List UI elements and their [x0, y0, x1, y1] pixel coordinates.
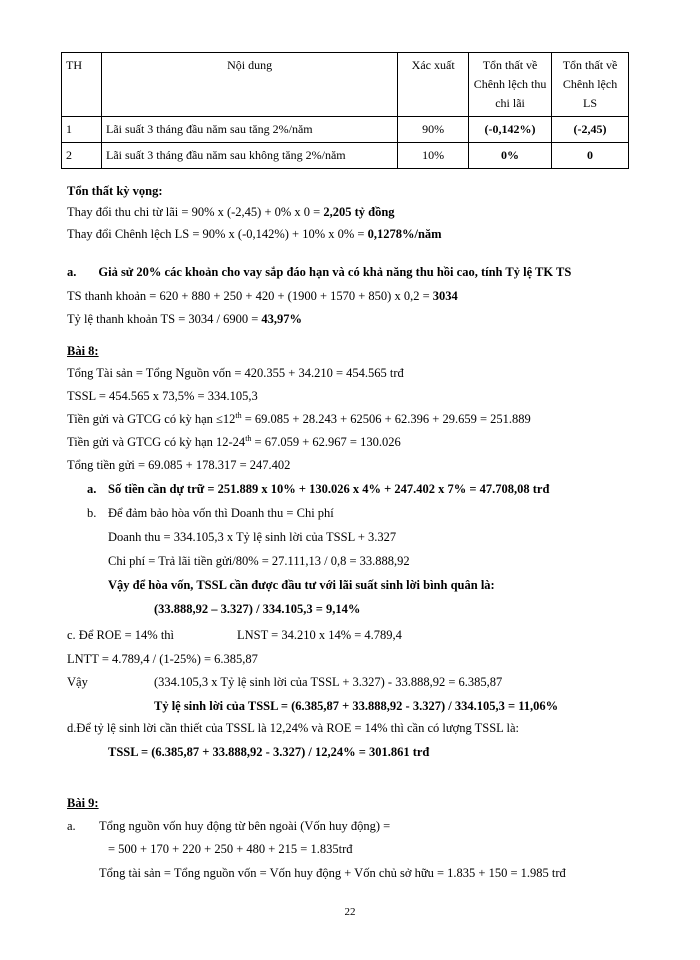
expected-title: Tổn thất kỳ vọng: — [67, 184, 163, 198]
row1-loss-ls: (-2,45) — [552, 117, 629, 143]
table-row — [62, 117, 629, 143]
table-header-row — [62, 53, 629, 117]
parta-heading: a. Giả sử 20% các khoản cho vay sắp đáo hạn và có khả năng thu hồi cao, tính Tỷ lệ TK TS — [67, 265, 572, 279]
header-loss-interest: Tổn thất về Chênh lệch thu chi lãi — [469, 53, 552, 117]
bai8-c-line-3-label: Vậy — [67, 675, 88, 689]
bai8-line-3: Tiền gửi và GTCG có kỳ hạn ≤12th = 69.085 + 28.243 + 62506 + 62.396 + 29.659 = 251.889 — [67, 410, 531, 426]
row2-loss-ls: 0 — [552, 143, 629, 169]
bai8-b-line-3: Vậy để hòa vốn, TSSL cần được đầu tư với lãi suất sinh lời bình quân là: — [108, 578, 495, 592]
header-th: TH — [62, 53, 102, 117]
bai9-a-line-3: Tổng tài sản = Tổng nguồn vốn = Vốn huy động + Vốn chủ sở hữu = 1.835 + 150 = 1.985 trđ — [99, 866, 566, 880]
bai9-a-line-2: = 500 + 170 + 220 + 250 + 480 + 215 = 1.835trđ — [108, 842, 353, 856]
bai8-c-line-4: Tỷ lệ sinh lời của TSSL = (6.385,87 + 33.888,92 - 3.327) / 334.105,3 = 11,06% — [154, 699, 559, 713]
bai8-a-text: Số tiền cần dự trữ = 251.889 x 10% + 130.026 x 4% + 247.402 x 7% = 47.708,08 trđ — [108, 482, 550, 496]
header-probability: Xác xuất — [398, 53, 469, 117]
table-row — [62, 143, 629, 169]
row1-content: Lãi suất 3 tháng đầu năm sau tăng 2%/năm — [101, 117, 397, 143]
parta-line-2: Tỷ lệ thanh khoản TS = 3034 / 6900 = 43,97% — [67, 312, 303, 326]
parta-line-1: TS thanh khoản = 620 + 880 + 250 + 420 + (1900 + 1570 + 850) x 0,2 = 3034 — [67, 289, 458, 303]
bai8-line-5: Tổng tiền gửi = 69.085 + 178.317 = 247.402 — [67, 458, 291, 472]
header-loss-ls: Tổn thất về Chênh lệch LS — [552, 53, 629, 117]
bai9-title: Bài 9: — [67, 796, 99, 810]
expected-line-2: Thay đổi Chênh lệch LS = 90% x (-0,142%) + 10% x 0% = 0,1278%/năm — [67, 227, 442, 241]
row2-loss-interest: 0% — [469, 143, 552, 169]
page-number: 22 — [344, 906, 356, 918]
bai8-line-1: Tổng Tài sản = Tổng Nguồn vốn = 420.355 + 34.210 = 454.565 trđ — [67, 366, 404, 380]
row1-prob: 90% — [398, 117, 469, 143]
bai8-a-label: a. — [87, 482, 97, 496]
bai8-c-line-3: (334.105,3 x Tỷ lệ sinh lời của TSSL + 3.327) - 33.888,92 = 6.385,87 — [154, 675, 503, 689]
row1-th: 1 — [62, 117, 102, 143]
bai8-b-line-4: (33.888,92 – 3.327) / 334.105,3 = 9,14% — [154, 602, 361, 616]
row2-th: 2 — [62, 143, 102, 169]
bai9-a-label: a. — [67, 819, 76, 833]
row2-prob: 10% — [398, 143, 469, 169]
bai8-line-2: TSSL = 454.565 x 73,5% = 334.105,3 — [67, 389, 258, 403]
bai8-d-line-2: TSSL = (6.385,87 + 33.888,92 - 3.327) / 12,24% = 301.861 trđ — [108, 745, 430, 759]
bai8-b-text: Để đảm bảo hòa vốn thì Doanh thu = Chi phí — [108, 506, 334, 520]
bai8-b-line-2: Chi phí = Trả lãi tiền gửi/80% = 27.111,13 / 0,8 = 33.888,92 — [108, 554, 410, 568]
bai8-title: Bài 8: — [67, 344, 99, 358]
row2-content: Lãi suất 3 tháng đầu năm sau không tăng 2%/năm — [101, 143, 397, 169]
bai8-b-line-1: Doanh thu = 334.105,3 x Tỷ lệ sinh lời của TSSL + 3.327 — [108, 530, 397, 544]
bai8-line-4: Tiền gửi và GTCG có kỳ hạn 12-24th = 67.059 + 62.967 = 130.026 — [67, 433, 401, 449]
bai8-c-right: LNST = 34.210 x 14% = 4.789,4 — [237, 628, 402, 642]
bai9-a-line-1: Tổng nguồn vốn huy động từ bên ngoài (Vốn huy động) = — [99, 819, 391, 833]
bai8-c-left: c. Để ROE = 14% thì — [67, 628, 175, 642]
expected-line-1: Thay đổi thu chi từ lãi = 90% x (-2,45) + 0% x 0 = 2,205 tỷ đồng — [67, 205, 395, 219]
bai8-b-label: b. — [87, 506, 97, 520]
bai8-d-line-1: d.Để tỷ lệ sinh lời cần thiết của TSSL là 12,24% và ROE = 14% thì cần có lượng TSSL là: — [67, 721, 519, 735]
header-content: Nội dung — [101, 53, 397, 117]
row1-loss-interest: (-0,142%) — [469, 117, 552, 143]
bai8-c-line-2: LNTT = 4.789,4 / (1-25%) = 6.385,87 — [67, 652, 258, 666]
risk-table — [61, 52, 629, 169]
